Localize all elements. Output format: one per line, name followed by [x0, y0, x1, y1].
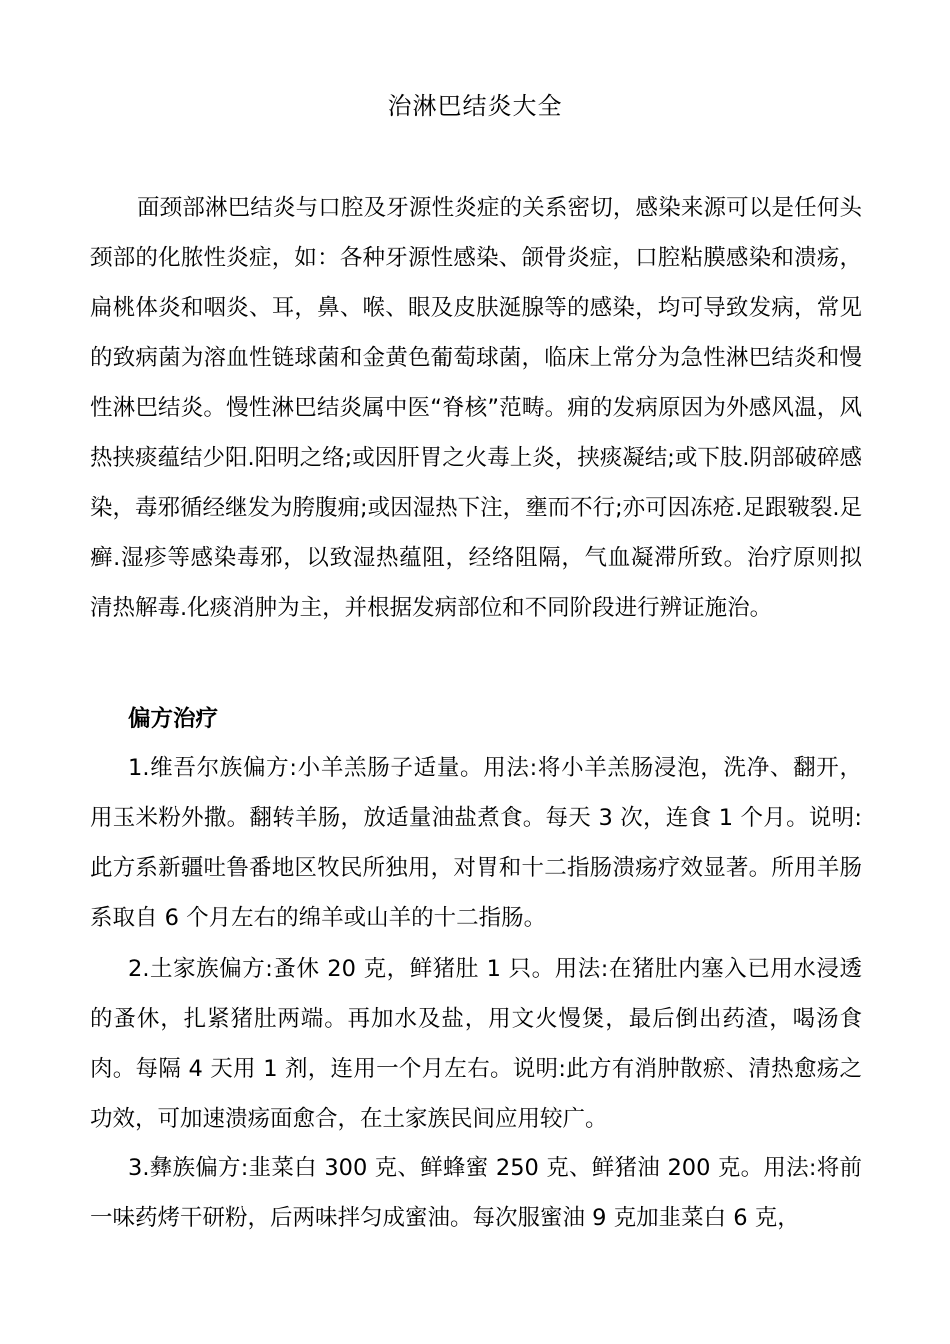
recipe-paragraph-2: 2.土家族偏方:蚤休 20 克，鲜猪肚 1 只。用法:在猪肚内塞入已用水浸透的蚤休，扎紧猪肚两端。再加水及盐，用文火慢煲，最后倒出药渣，喝汤食肉。每隔 4 天用 1 剂，连用一个月左右。说明:此方有消肿散瘀、清热愈疡之功效，可加速溃疡面愈合，在土家族民间应用较广。	[90, 956, 862, 1132]
intro-paragraph: 面颈部淋巴结炎与口腔及牙源性炎症的关系密切，感染来源可以是任何头颈部的化脓性炎症，如：各种牙源性感染、颌骨炎症，口腔粘膜感染和溃疡，扁桃体炎和咽炎、耳，鼻、喉、眼及皮肤涎腺等的感染，均可导致发病，常见的致病菌为溶血性链球菌和金黄色葡萄球菌，临床上常分为急性淋巴结炎和慢性淋巴结炎。慢性淋巴结炎属中医“脊核”范畴。痈的发病原因为外感风温，风热挟痰蕴结少阳.阳明之络;或因肝胃之火毒上炎，挟痰凝结;或下肢.阴部破碎感染，毒邪循经继发为胯腹痈;或因湿热下注，壅而不行;亦可因冻疮.足跟皲裂.足癣.湿疹等感染毒邪，以致湿热蕴阻，经络阻隔，气血凝滞所致。治疗原则拟清热解毒.化痰消肿为主，并根据发病部位和不同阶段进行辨证施治。	[90, 195, 862, 621]
recipe-paragraph-3: 3.彝族偏方:韭菜白 300 克、鲜蜂蜜 250 克、鲜猪油 200 克。用法:将前一味药烤干研粉，后两味拌匀成蜜油。每次服蜜油 9 克加韭菜白 6 克，	[90, 1155, 862, 1231]
section-heading: 偏方治疗	[128, 706, 219, 732]
document-title: 治淋巴结炎大全	[387, 92, 563, 120]
recipe-paragraph-1: 1.维吾尔族偏方:小羊羔肠子适量。用法:将小羊羔肠浸泡，洗净、翻开，用玉米粉外撒。翻转羊肠，放适量油盐煮食。每天 3 次，连食 1 个月。说明:此方系新疆吐鲁番地区牧民所独用，对胃和十二指肠溃疡疗效显著。所用羊肠系取自 6 个月左右的绵羊或山羊的十二指肠。	[90, 755, 862, 931]
